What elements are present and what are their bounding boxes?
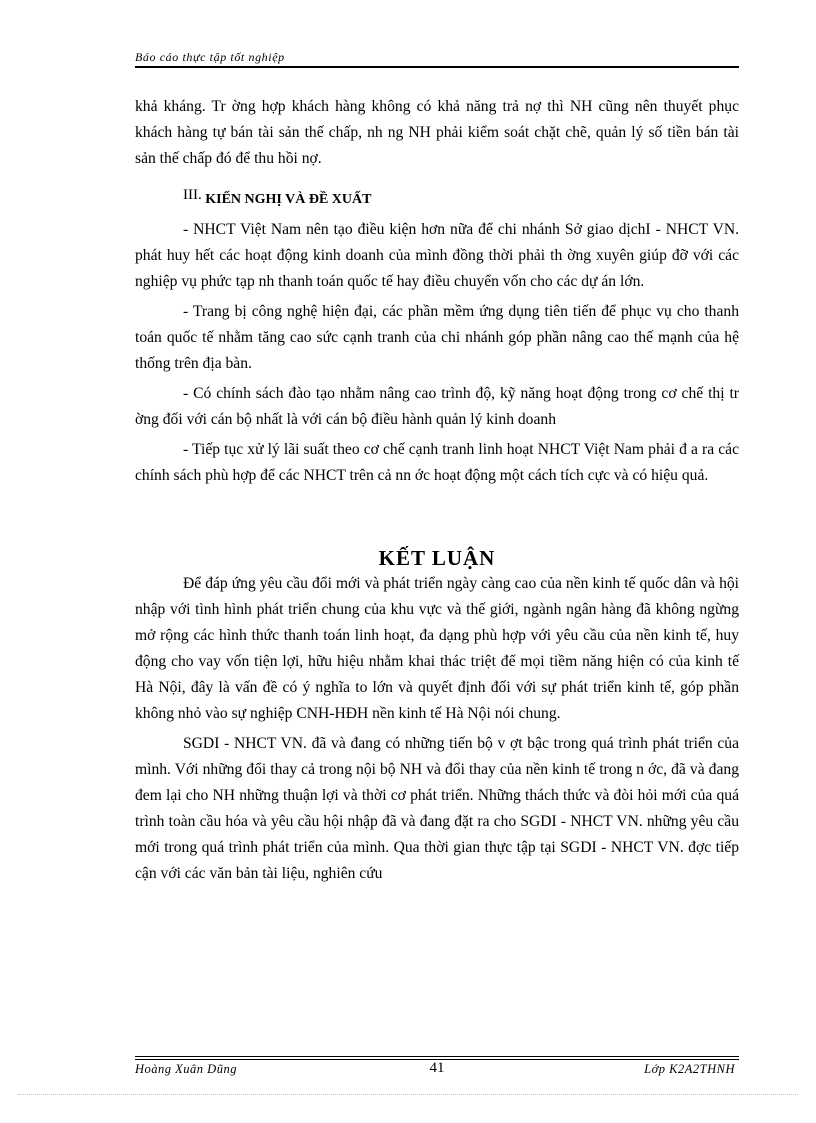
- section-number: III.: [183, 187, 202, 203]
- page-boundary-dotted-line: [18, 1094, 798, 1095]
- section-heading: [183, 182, 739, 213]
- page-number: 41: [429, 1060, 445, 1076]
- recommendation-paragraph-2: - Trang bị công nghệ hiện đại, các phần mềm ứng dụng tiên tiến để phục vụ cho thanh toán quốc tế nhằm tăng cao sức cạnh tranh của chi nhánh góp phần nâng cao thế mạnh của hệ thống trên địa bàn.: [135, 303, 739, 372]
- footer-rule-top: [135, 1056, 739, 1057]
- page-body: [135, 94, 739, 887]
- recommendation-paragraph-4: - Tiếp tục xử lý lãi suất theo cơ chế cạnh tranh linh hoạt NHCT Việt Nam phải đ a ra các chính sách phù hợp để các NHCT trên cả nn ớc hoạt động một cách tích cực và có hiệu quả.: [135, 441, 739, 484]
- page-footer: [135, 1060, 739, 1080]
- section-spacer: [135, 489, 739, 545]
- recommendation-paragraph-1: - NHCT Việt Nam nên tạo điều kiện hơn nữa để chi nhánh Sở giao dịchI - NHCT VN. phát huy hết các hoạt động kinh doanh của mình đồng thời phải th ờng xuyên giúp đỡ với các nghiệp vụ phức tạp nh thanh toán quốc tế hay điều chuyển vốn cho các dự án lớn.: [135, 221, 739, 290]
- header-rule: [135, 66, 739, 68]
- footer-author: Hoàng Xuân Dũng: [135, 1062, 237, 1076]
- paragraph-continuation: khả kháng. Tr ờng hợp khách hàng không có khả năng trả nợ thì NH cũng nên thuyết phục khách hàng tự bán tài sản thế chấp, nh ng NH phải kiểm soát chặt chẽ, quản lý số tiền bán tài sản thế chấp đó để thu hồi nợ.: [135, 98, 739, 167]
- recommendation-paragraph-3: - Có chính sách đào tạo nhằm nâng cao trình độ, kỹ năng hoạt động trong cơ chế thị tr ờng đối với cán bộ nhất là với cán bộ điều hành quản lý kinh doanh: [135, 385, 739, 428]
- running-header: Báo cáo thực tập tốt nghiệp: [135, 50, 285, 64]
- conclusion-title: KẾT LUẬN: [378, 546, 496, 570]
- conclusion-paragraph-1: Để đáp ứng yêu cầu đổi mới và phát triển ngày càng cao của nền kinh tế quốc dân và hội nhập với tình hình phát triển chung của khu vực và thế giới, ngành ngân hàng đã không ngừng mở rộng các hình thức thanh toán linh hoạt, đa dạng phù hợp với yêu cầu của nền kinh tế, huy động cho vay vốn tiện lợi, hữu hiệu nhằm khai thác triệt để mọi tiềm năng hiện có của kinh tế Hà Nội, đây là vấn đề có ý nghĩa to lớn và quyết định đối với sự phát triển kinh tế, góp phần không nhỏ vào sự nghiệp CNH-HĐH nền kinh tế Hà Nội nói chung.: [135, 575, 739, 722]
- section-title: KIẾN NGHỊ VÀ ĐỀ XUẤT: [205, 192, 372, 207]
- conclusion-paragraph-2: SGDI - NHCT VN. đã và đang có những tiến bộ v ợt bậc trong quá trình phát triển của mình. Với những đổi thay cả trong nội bộ NH và đổi thay của nền kinh tế trong n ớc, đã và đang đem lại cho NH những thuận lợi và thời cơ phát triển. Những thách thức và đòi hỏi mới của quá trình toàn cầu hóa và yêu cầu hội nhập đã và đang đặt ra cho SGDI - NHCT VN. những yêu cầu mới trong quá trình phát triển của mình. Qua thời gian thực tập tại SGDI - NHCT VN. đợc tiếp cận với các văn bản tài liệu, nghiên cứu: [135, 735, 739, 882]
- footer-class: Lớp K2A2THNH: [644, 1062, 735, 1076]
